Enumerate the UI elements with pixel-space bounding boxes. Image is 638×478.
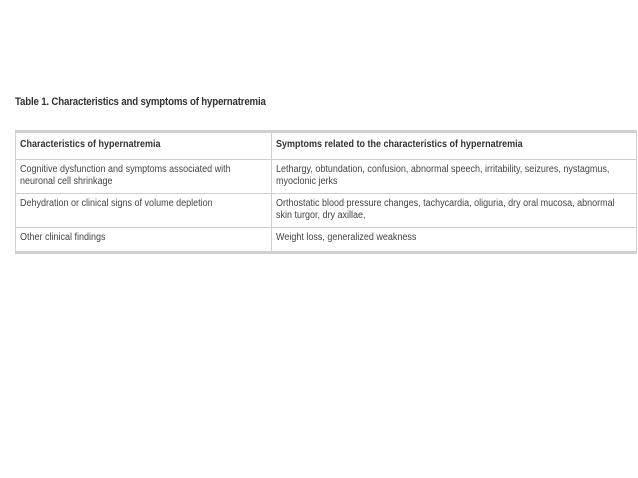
cell-characteristic: Dehydration or clinical signs of volume depletion — [16, 194, 272, 228]
cell-characteristic: Cognitive dysfunction and symptoms associated with neuronal cell shrinkage — [16, 160, 272, 194]
table-row — [16, 228, 637, 253]
table-header-row — [16, 132, 637, 160]
cell-symptoms: Weight loss, generalized weakness — [272, 228, 637, 253]
header-symptoms: Symptoms related to the characteristics of hypernatremia — [272, 132, 637, 160]
table-caption: Table 1. Characteristics and symptoms of hypernatremia — [15, 96, 266, 108]
cell-characteristic: Other clinical findings — [16, 228, 272, 253]
cell-symptoms: Lethargy, obtundation, confusion, abnormal speech, irritability, seizures, nystagmus, myoclonic jerks — [272, 160, 637, 194]
table-row — [16, 194, 637, 228]
header-characteristics: Characteristics of hypernatremia — [16, 132, 272, 160]
cell-symptoms: Orthostatic blood pressure changes, tachycardia, oliguria, dry oral mucosa, abnormal skin turgor, dry axillae, — [272, 194, 637, 228]
table-row — [16, 160, 637, 194]
hypernatremia-table — [15, 130, 637, 254]
